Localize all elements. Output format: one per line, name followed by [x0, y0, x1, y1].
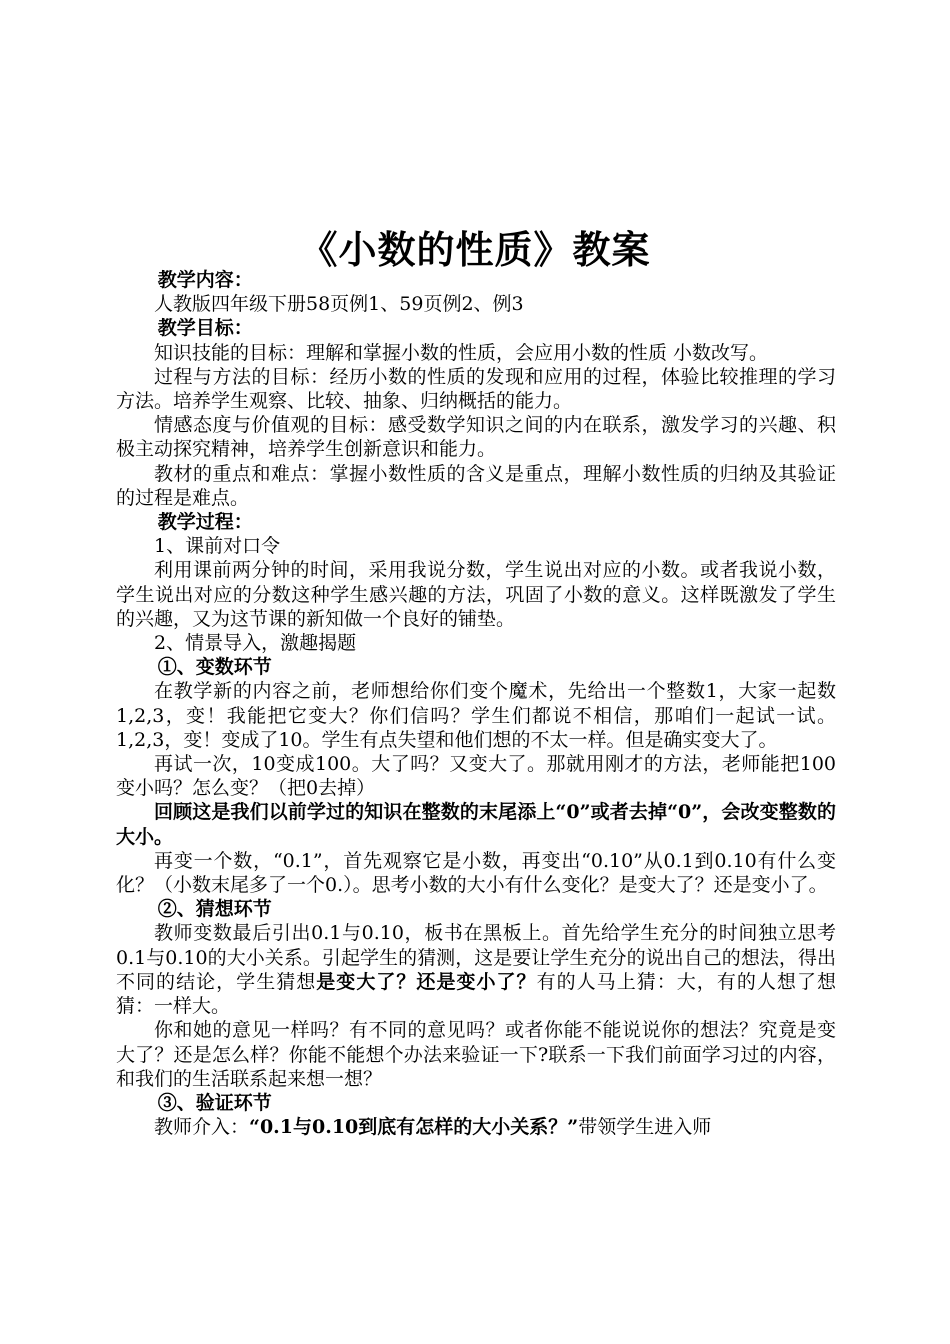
subsection-heading: ①、变数环节 — [157, 656, 272, 679]
step-title: 2、情景导入，激趣揭题 — [154, 632, 357, 655]
bold-paragraph: 回顾这是我们以前学过的知识在整数的末尾添上“0”或者去掉“0”，会改变整数的大小。 — [116, 801, 836, 848]
bold-text-run: “0.1与0.10到底有怎样的大小关系？” — [249, 1116, 579, 1139]
text-run: 有的人马上猜：大，有的人想了想猜：一样大。 — [116, 970, 836, 1018]
body-paragraph — [116, 921, 836, 1018]
document-title: 《小数的性质》教案 — [299, 227, 651, 272]
subsection-heading: ③、验证环节 — [157, 1091, 272, 1114]
text-run: 带领学生进入师 — [578, 1116, 712, 1139]
body-paragraph — [116, 1115, 836, 1139]
section-heading-goals: 教学目标： — [157, 317, 253, 340]
body-paragraph: 在教学新的内容之前，老师想给你们变个魔术，先给出一个整数1，大家一起数1,2,3，变！我能把它变大？你们信吗？学生们都说不相信，那咱们一起试一试。1,2,3，变！变成了10。学生有点失望和他们想的不太一样。但是确实变大了。 — [116, 680, 836, 751]
goal-paragraph: 知识技能的目标：理解和掌握小数的性质，会应用小数的性质 小数改写。 — [154, 341, 769, 364]
body-paragraph: 再变一个数，“0.1”，首先观察它是小数，再变出“0.10”从0.1到0.10有什么变化？（小数末尾多了一个0.）。思考小数的大小有什么变化？是变大了？还是变小了。 — [116, 849, 836, 897]
text-run: 教师变数最后引出0.1与0.10，板书在黑板上。首先给学生充分的时间独立思考0.1与0.10的大小关系。引起学生的猜测，这是要让学生充分的说出自己的想法，得出不同的结论，学生猜想 — [116, 922, 836, 993]
body-paragraph: 再试一次，10变成100。大了吗？又变大了。那就用刚才的方法，老师能把100变小吗？怎么变？（把0去掉） — [116, 753, 836, 800]
section-heading-content: 教学内容： — [157, 269, 253, 291]
subsection-heading: ②、猜想环节 — [157, 898, 272, 921]
goal-paragraph: 过程与方法的目标：经历小数的性质的发现和应用的过程，体验比较推理的学习方法。培养学生观察、比较、抽象、归纳概括的能力。 — [116, 365, 836, 413]
bold-text-run: 是变大了？还是变小了？ — [316, 970, 537, 993]
section-heading-process: 教学过程： — [157, 511, 253, 534]
body-paragraph: 你和她的意见一样吗？有不同的意见吗？或者你能不能说说你的想法？究竟是变大了？还是怎么样？你能不能想个办法来验证一下?联系一下我们前面学习过的内容，和我们的生活联系起来想一想？ — [116, 1019, 836, 1090]
step-paragraph: 利用课前两分钟的时间，采用我说分数，学生说出对应的小数。或者我说小数，学生说出对应的分数这种学生感兴趣的方法，巩固了小数的意义。这样既激发了学生的兴趣，又为这节课的新知做一个良好的铺垫。 — [116, 559, 836, 630]
content-text: 人教版四年级下册58页例1、59页例2、例3 — [154, 293, 524, 316]
goal-paragraph: 教材的重点和难点：掌握小数性质的含义是重点，理解小数性质的归纳及其验证的过程是难点。 — [116, 462, 836, 509]
goal-paragraph: 情感态度与价值观的目标：感受数学知识之间的内在联系，激发学习的兴趣、积极主动探究精神，培养学生创新意识和能力。 — [116, 414, 836, 461]
text-run: 教师介入： — [154, 1116, 250, 1139]
step-title: 1、课前对口令 — [154, 535, 281, 558]
document-body — [116, 268, 836, 1139]
